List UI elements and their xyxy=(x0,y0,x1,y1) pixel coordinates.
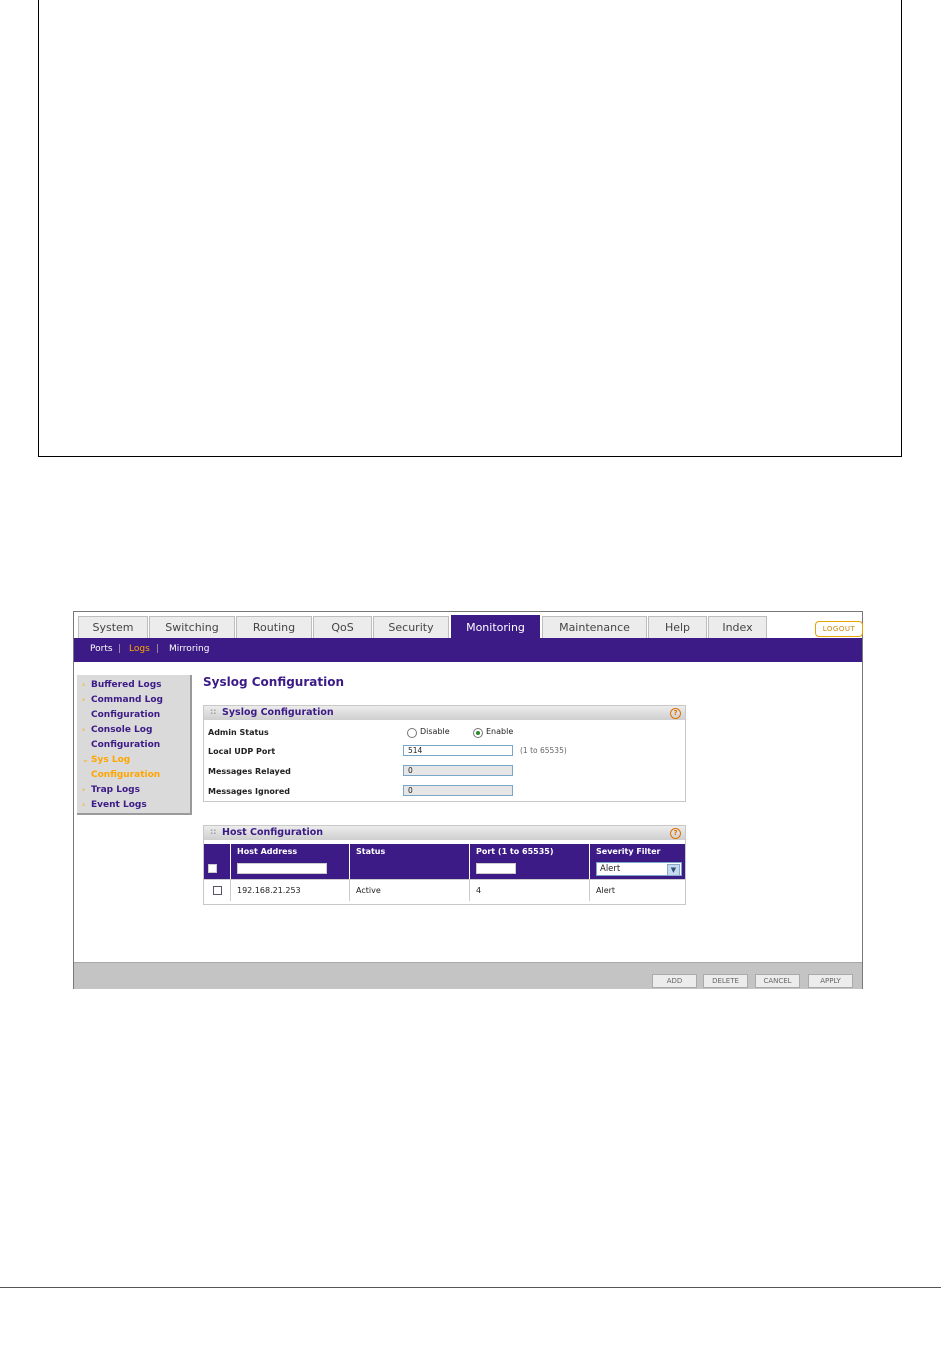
subtab-separator: | xyxy=(156,644,160,654)
new-host-address-input[interactable] xyxy=(237,863,327,874)
severity-cell: Alert xyxy=(596,886,616,895)
sidebar-item-command-log-config[interactable]: Configuration xyxy=(91,710,161,720)
page-title: Syslog Configuration xyxy=(203,675,345,689)
table-edit-row xyxy=(204,858,685,879)
tab-monitoring[interactable]: Monitoring xyxy=(451,615,540,638)
main-tab-bar xyxy=(74,612,862,638)
tab-qos[interactable]: QoS xyxy=(313,616,372,638)
tab-maintenance[interactable]: Maintenance xyxy=(542,616,647,638)
subtab-separator: | xyxy=(118,644,122,654)
chevron-right-icon: › xyxy=(82,695,86,704)
tab-index[interactable]: Index xyxy=(708,616,767,638)
table-header-row xyxy=(204,844,685,858)
chevron-right-icon: › xyxy=(82,785,86,794)
tab-system[interactable]: System xyxy=(78,616,148,638)
cancel-button[interactable]: CANCEL xyxy=(755,974,800,988)
sidebar-item-sys-log-config[interactable]: Configuration xyxy=(91,770,161,780)
subtab-ports[interactable]: Ports xyxy=(90,644,113,654)
admin-status-disable-radio[interactable] xyxy=(407,728,417,738)
host-config-panel xyxy=(203,825,686,905)
severity-filter-select[interactable] xyxy=(596,862,682,876)
new-host-port-input[interactable] xyxy=(476,863,516,874)
messages-ignored-label: Messages Ignored xyxy=(208,787,290,796)
apply-button[interactable]: APPLY xyxy=(808,974,853,988)
admin-status-label: Admin Status xyxy=(208,728,269,737)
panel-header xyxy=(204,706,685,720)
blank-figure-frame xyxy=(38,0,902,457)
footer-rule xyxy=(0,1287,941,1288)
messages-relayed-label: Messages Relayed xyxy=(208,767,291,776)
sidebar-item-command-log[interactable]: Command Log xyxy=(91,695,163,705)
column-header-status: Status xyxy=(350,844,470,858)
edit-row-select xyxy=(204,858,231,879)
sidebar-item-trap-logs[interactable]: Trap Logs xyxy=(91,785,140,795)
chevron-right-icon: › xyxy=(82,725,86,734)
help-icon[interactable]: ? xyxy=(670,828,681,839)
admin-status-enable-radio[interactable] xyxy=(473,728,483,738)
column-header-severity-filter: Severity Filter xyxy=(590,844,685,858)
add-button[interactable]: ADD xyxy=(652,974,697,988)
column-header-port: Port (1 to 65535) xyxy=(470,844,590,858)
edit-row-severity-cell xyxy=(590,858,685,879)
sidebar-item-buffered-logs[interactable]: Buffered Logs xyxy=(91,680,162,690)
port-cell: 4 xyxy=(470,880,590,901)
panel-title: Syslog Configuration xyxy=(222,707,334,718)
subtab-mirroring[interactable]: Mirroring xyxy=(169,644,210,654)
messages-relayed-value: 0 xyxy=(403,765,513,776)
panel-title: Host Configuration xyxy=(222,827,324,838)
logout-button[interactable]: LOGOUT xyxy=(815,621,863,637)
tab-help[interactable]: Help xyxy=(648,616,707,638)
drag-handle-icon: :: xyxy=(210,707,217,716)
button-bar xyxy=(74,962,862,989)
edit-row-port-cell xyxy=(470,858,590,879)
panel-header xyxy=(204,826,685,840)
enable-label: Enable xyxy=(486,727,514,736)
select-column-header xyxy=(204,844,231,858)
delete-button[interactable]: DELETE xyxy=(703,974,748,988)
sidebar-item-console-log-config[interactable]: Configuration xyxy=(91,740,161,750)
row-select-cell xyxy=(204,880,231,901)
help-icon[interactable]: ? xyxy=(670,708,681,719)
sub-tab-bar xyxy=(74,638,862,662)
sidebar-item-event-logs[interactable]: Event Logs xyxy=(91,800,147,810)
edit-row-address-cell xyxy=(231,858,350,879)
tab-switching[interactable]: Switching xyxy=(149,616,235,638)
tab-routing[interactable]: Routing xyxy=(236,616,312,638)
new-row-checkbox[interactable] xyxy=(208,864,217,873)
disable-label: Disable xyxy=(420,727,450,736)
drag-handle-icon: :: xyxy=(210,827,217,836)
chevron-right-icon: › xyxy=(82,800,86,809)
chevron-down-icon: ⌄ xyxy=(82,755,89,764)
subtab-logs[interactable]: Logs xyxy=(129,644,150,654)
chevron-right-icon: › xyxy=(82,680,86,689)
chevron-down-icon[interactable]: ▼ xyxy=(667,864,680,876)
udp-port-label: Local UDP Port xyxy=(208,747,276,756)
severity-filter-value: Alert xyxy=(600,863,621,874)
udp-port-hint: (1 to 65535) xyxy=(520,746,567,755)
host-address-cell: 192.168.21.253 xyxy=(231,880,350,901)
sidebar-item-sys-log[interactable]: Sys Log xyxy=(91,755,131,765)
row-checkbox[interactable] xyxy=(213,886,222,895)
sidebar xyxy=(77,675,192,815)
table-row xyxy=(204,879,685,901)
app-window xyxy=(73,611,863,989)
messages-ignored-value: 0 xyxy=(403,785,513,796)
edit-row-status-cell xyxy=(350,858,470,879)
sidebar-item-console-log[interactable]: Console Log xyxy=(91,725,153,735)
column-header-host-address: Host Address xyxy=(231,844,350,858)
syslog-config-panel xyxy=(203,705,686,802)
tab-security[interactable]: Security xyxy=(373,616,449,638)
udp-port-input[interactable]: 514 xyxy=(403,745,513,756)
status-cell: Active xyxy=(350,880,470,901)
